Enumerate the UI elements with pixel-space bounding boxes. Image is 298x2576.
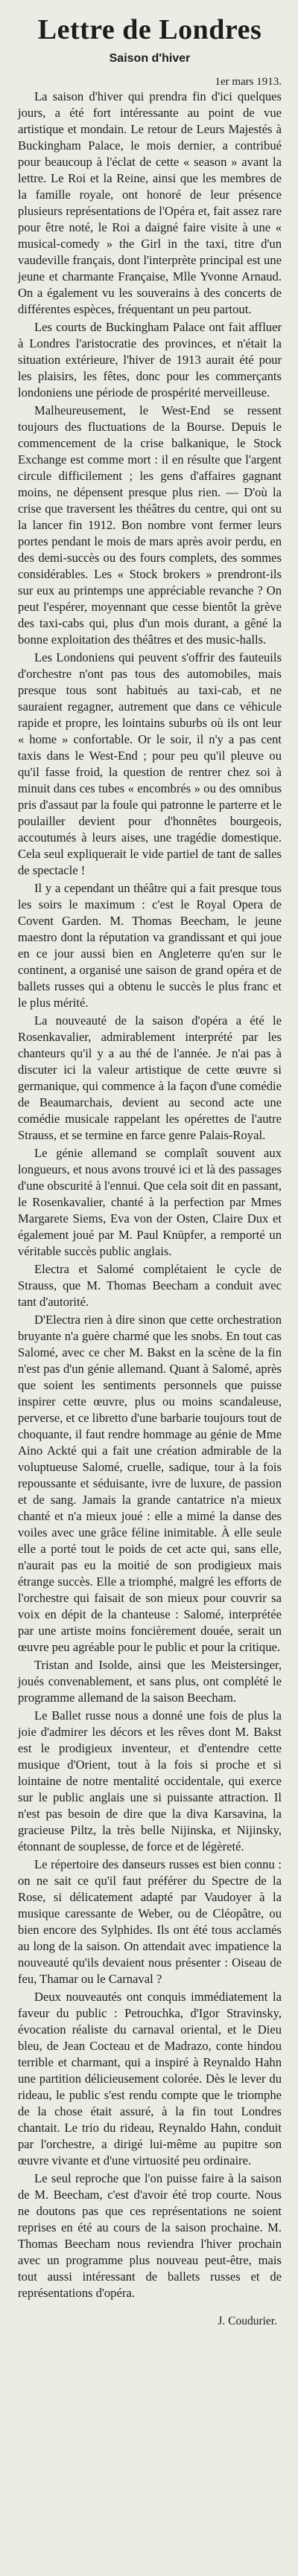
- article-title: Lettre de Londres: [37, 14, 262, 45]
- paragraph-7: Le génie allemand se complaît souvent aux longueurs, et nous avons trouvé ici et là des passages d'une obscurité à l'ennui. Que cela soit dit en passant, le Rosenkavalier, chanté à la perfection par Mmes Margarete Siems, Eva von der Osten, Claire Dux et également joué par M. Paul Knüpfer, a remporté un véritable succès public anglais.: [18, 1146, 282, 1258]
- paragraph-6: La nouveauté de la saison d'opéra a été le Rosenkavalier, admirablement interprété par les chanteurs qu'il y a au thé de l'année. Je n'ai pas à discuter ici la valeur artistique de cette œuvre si germanique, qui commence à la façon d'une comédie de Beaumarchais, devient au second acte une comédie musicale rappelant les opérettes de l'autre Strauss, et se termine en farce genre Palais-Royal.: [18, 1013, 282, 1142]
- paragraph-5: Il y a cependant un théâtre qui a fait presque tous les soirs le maximum : c'est le Royal Opera de Covent Garden. M. Thomas Beecham, le jeune maestro dont la réputation va grandissant et qui joue en ce jour aussi bien en Angleterre qu'en sur le continent, a organisé une saison de grand opéra et de ballets russes qui a obtenu le succès le plus franc et le plus mérité.: [18, 881, 282, 1010]
- paragraph-11: Le Ballet russe nous a donné une fois de plus la joie d'admirer les décors et les rêves dont M. Bakst est le prodigieux inventeur, et d'entendre cette musique d'Orient, tout à la fois si proche et si lointaine de notre mentalité occidentale, qui exerce sur le public anglais une si puissante attraction. Il n'est pas besoin de dire que la diva Karsavina, la gracieuse Piltz, la très belle Nijinska, et Nijinsky, étonnant de souplesse, de force et de légèreté.: [18, 1708, 282, 1853]
- paragraph-9: D'Electra rien à dire sinon que cette orchestration bruyante n'a guère charmé que les snobs. En tout cas Salomé, avec ce cher M. Bakst en la scène de la fin n'est pas d'un génie allemand. Quant à Salomé, après que soient les sentiments personnels que puisse inspirer cette œuvre, plus ou moins scandaleuse, perverse, et ce libretto d'une barbarie toujours tout de choquante, il faut rendre hommage au génie de Mme Aino Ackté qui a fait une création admirable de la voluptueuse Salomé, cruelle, sadique, tour à la fois repoussante et séduisante, ivre de luxure, de passion et de sang. Jamais la grande cantatrice n'a mieux chanté et n'a mieux joué : elle a mimé la danse des voiles avec une grâce féline inimitable. À elle seule elle a porté tout le poids de cet acte qui, sans elle, n'aurait pas eu la moitié de son prodigieux mais étrange succès. Elle a triomphé, malgré les efforts de l'orchestre qui faisait de son mieux pour couvrir sa voix en dépit de la chanteuse : Salomé, interprétée par une artiste moins foncièrement douée, serait un œuvre peu agréable pour le public et pour la critique.: [18, 1313, 282, 1654]
- paragraph-4: Les Londoniens qui peuvent s'offrir des fauteuils d'orchestre n'ont pas tous des automobiles, mais presque tous sont habitués au taxi-cab, et ne sauraient regagner, autrement que dans ce véhicule rapide et propre, les lointains suburbs où ils ont leur « home » confortable. Or le soir, il n'y a pas cent taxis dans le West-End ; pour peu qu'il pleuve ou qu'il fasse froid, la question de rentrer chez soi à minuit dans ces tubes « encombrés » ou des omnibus pris d'assaut par la foule qui patronne le parterre et le poulailler devient pour d'honnêtes bourgeois, accoutumés à leurs aises, une tragédie domestique. Cela seul expliquerait le vide partiel de tant de salles de spectacle !: [18, 650, 282, 877]
- paragraph-10: Tristan and Isolde, ainsi que les Meistersinger, joués convenablement, et sans plus, ont complété le programme allemand de la saison Beecham.: [18, 1658, 282, 1705]
- paragraph-1: La saison d'hiver qui prendra fin d'ici quelques jours, a été fort intéressante au point de vue artistique et mondain. Le retour de Leurs Majestés à Buckingham Palace, le mois dernier, a contribué pour beaucoup à l'éclat de cette « season » avant la lettre. Le Roi et la Reine, ainsi que les membres de la famille royale, ont honoré de leur présence plusieurs représentations de l'Opéra et, fait assez rare pour être noté, le Roi a daigné faire visite à une « musical-comedy » the Girl in the taxi, titre d'un vaudeville français, dont l'interprète principal est une jeune et charmante Française, Mlle Yvonne Arnaud. On a également vu les souverains à des concerts de différentes espèces, fréquentant un peu partout.: [18, 89, 282, 316]
- article-subtitle: Saison d'hiver: [109, 52, 191, 65]
- paragraph-2: Les courts de Buckingham Palace ont fait affluer à Londres l'aristocratie des provinces, et n'était la situation extérieure, l'hiver de 1913 aurait été pour les plaisirs, les fêtes, donc pour les commerçants londoniens une période de prospérité merveilleuse.: [18, 320, 282, 400]
- paragraph-13: Deux nouveautés ont conquis immédiatement la faveur du public : Petrouchka, d'Igor Stravinsky, évocation réaliste du carnaval oriental, et le Dieu bleu, de Jean Cocteau et de Madrazo, conte hindou terrible et charmant, qui a inspiré à Reynaldo Hahn une partition délicieusement colorée. Dès le lever du rideau, le public s'est rendu compte que le triomphe de la chose était assuré, à la fin tout Londres chantait. Le trio du rideau, Reynaldo Hahn, conduit par l'orchestre, a dirigé lui-même au pupitre son œuvre vivante et d'une virtuosité peu ordinaire.: [18, 1990, 282, 2168]
- article-body: [18, 89, 282, 2301]
- article-signature: J. Coudurier.: [218, 2315, 277, 2327]
- paragraph-8: Electra et Salomé complétaient le cycle de Strauss, que M. Thomas Beecham a conduit avec tant d'autorité.: [18, 1262, 282, 1309]
- paragraph-14: Le seul reproche que l'on puisse faire à la saison de M. Beecham, c'est d'avoir été trop courte. Nous ne doutons pas que ces représentations ne soient reprises en été au cours de la saison prochaine. M. Thomas Beecham nous reviendra l'hiver prochain avec un programme plus nouveau peut-être, mais tout aussi intéressant de ballets russes et de représentations d'opéra.: [18, 2171, 282, 2300]
- paragraph-3: Malheureusement, le West-End se ressent toujours des fluctuations de la Bourse. Depuis le commencement de la crise balkanique, le Stock Exchange est comme mort : il en résulte que l'argent circule difficilement ; les gens d'affaires gagnant moins, ne dépensent presque plus rien. — D'où la crise que traversent les théâtres du centre, qui ont su la lancer fin 1912. Bon nombre vont fermer leurs portes pendant le mois de mars après avoir perdu, en des demi-succès ou des fours complets, des sommes considérables. Les « Stock brokers » prendront-ils sur eux au printemps une appréciable revanche ? On peut l'espérer, moyennant que cesse bientôt la grève des taxi-cabs qui, plus d'un mois durant, a gêné la bonne exploitation des théâtres et des music-halls.: [18, 403, 282, 647]
- article-dateline: 1er mars 1913.: [215, 76, 282, 88]
- paragraph-12: Le répertoire des danseurs russes est bien connu : on ne sait ce qu'il faut préférer du Spectre de la Rose, si délicatement adapté par Vaudoyer à la musique caressante de Weber, ou de Cléopâtre, ou bien encore des Sylphides. Ils ont été tous acclamés au long de la saison. On attendait avec impatience la nouveauté qu'ils devaient nous présenter : Oiseau de feu, Thamar ou le Carnaval ?: [18, 1857, 282, 1986]
